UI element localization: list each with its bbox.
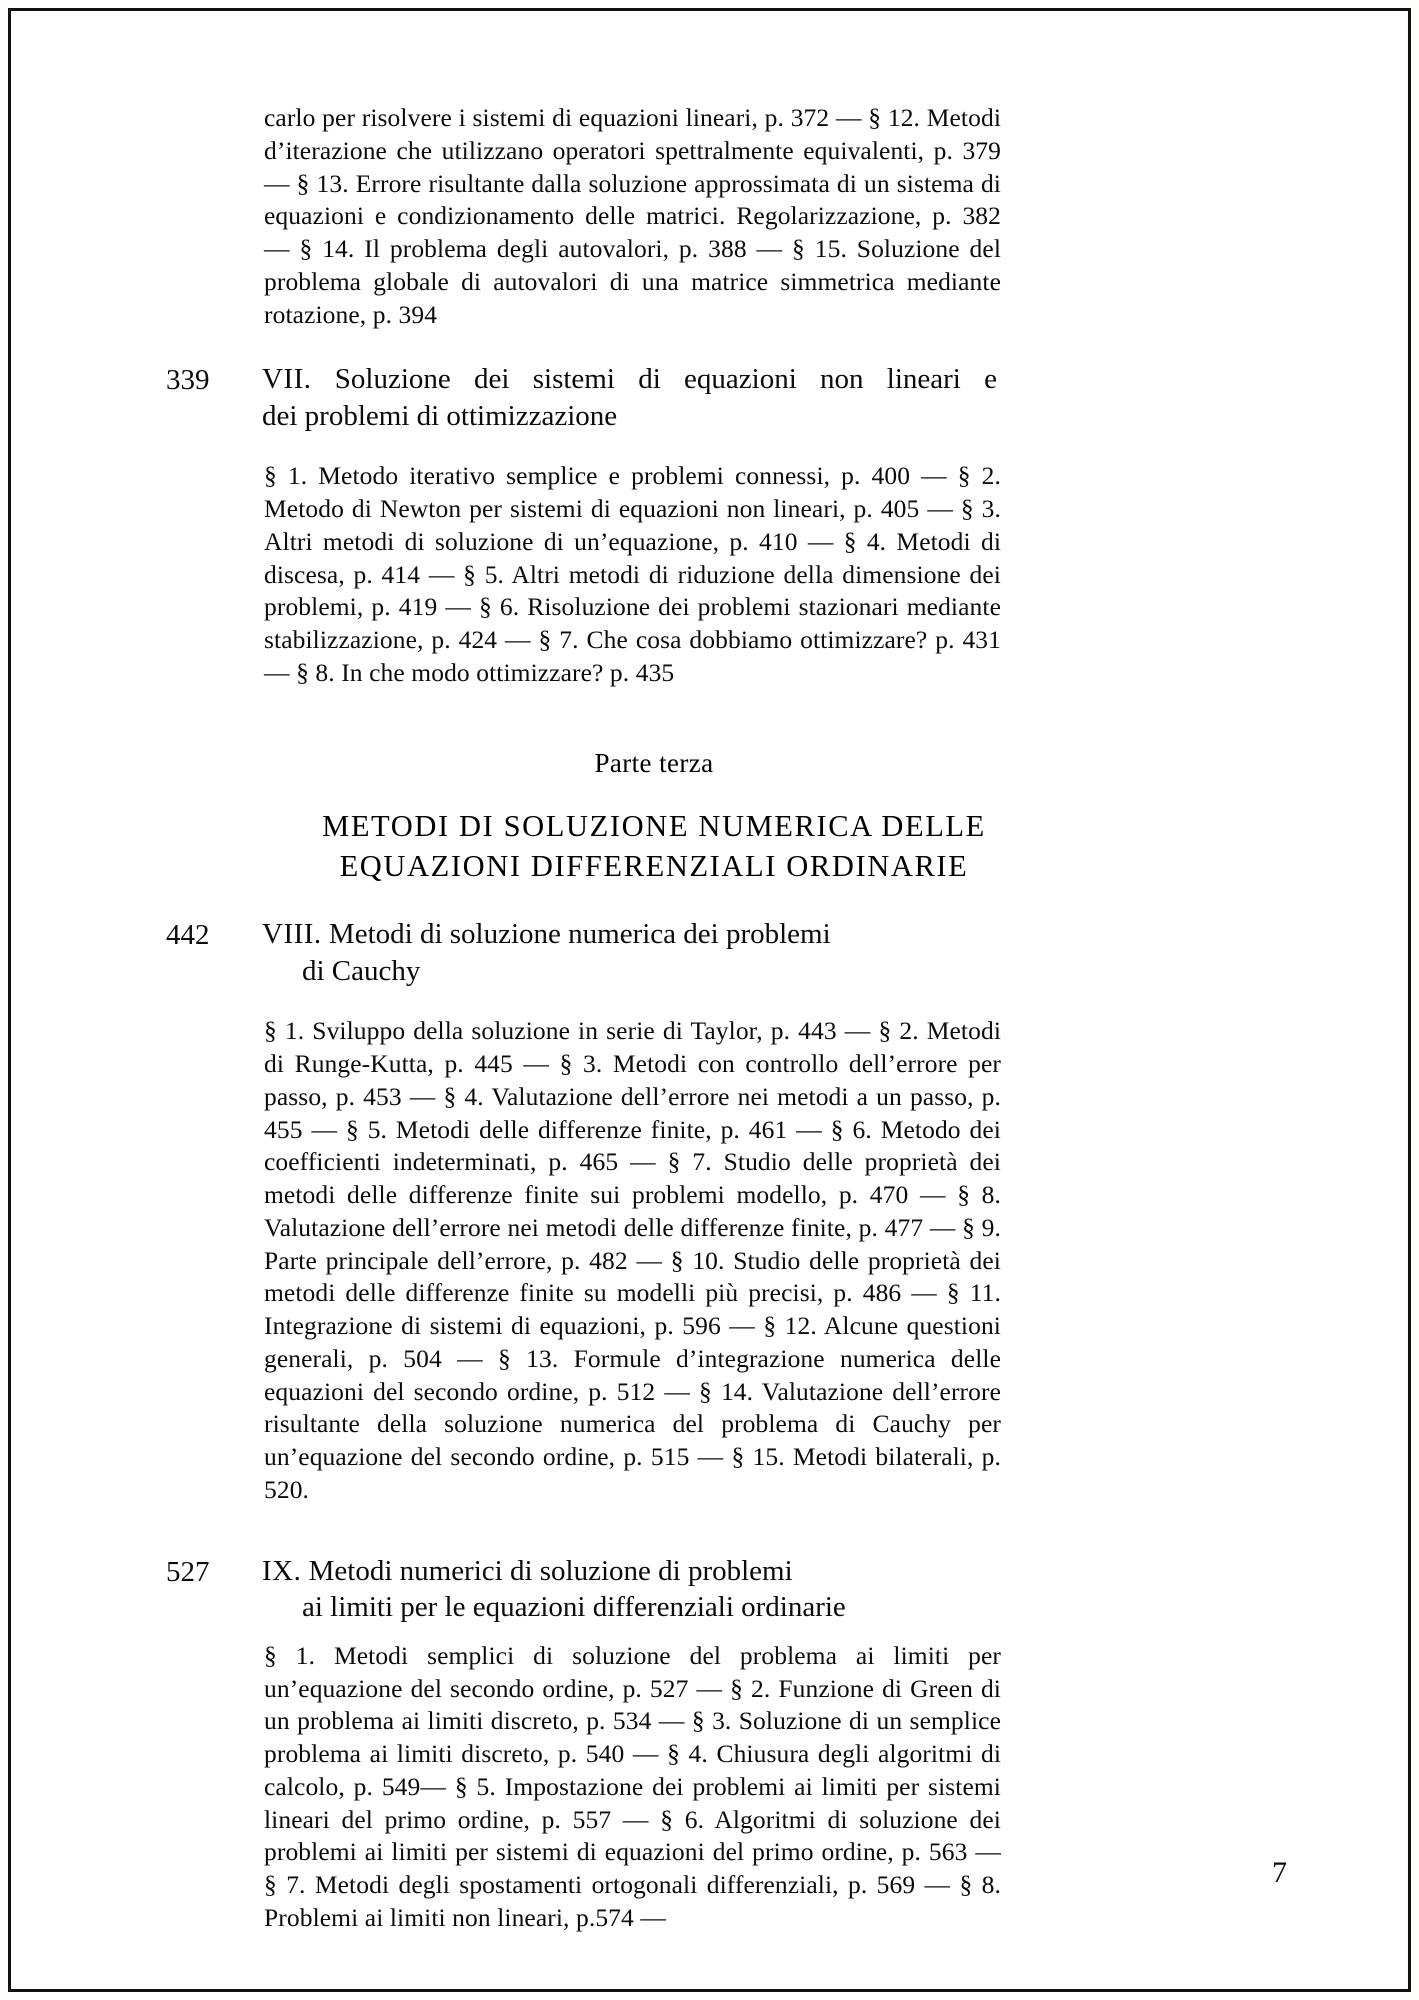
chapter-title-line2-viii: di Cauchy [302,954,421,987]
chapter-sections-ix: § 1. Metodi semplici di soluzione del problema ai limiti per un’equazione del secondo ordine, p. 527 — § 2. Funzione di Green di un problema ai limiti discreto, p. 534 — § 3. Soluzione di un semplice problema ai limiti discreto, p. 540 — § 4. Chiusura degli algoritmi di calcolo, p. 549— § 5. Impostazione dei problemi ai limiti per sistemi lineari del primo ordine, p. 557 — § 6. Algoritmi di soluzione dei problemi ai limiti per sistemi di equazioni del primo ordine, p. 563 — § 7. Metodi degli spostamenti ortogonali differenziali, p. 569 — § 8. Problemi ai limiti non lineari, p.574 — [264,1640,1001,1932]
chapter-entry-viii[interactable] [144,916,1164,989]
part-title-line1: METODI DI SOLUZIONE NUMERICA DELLE [322,808,986,843]
toc-content [144,102,1164,1935]
part-title [144,807,1164,886]
spacer [144,1626,1164,1640]
chapter-numeral-vii: VII. [262,363,312,396]
chapter-title-line1-vii: Soluzione dei sistemi di equazioni non lineari e [334,363,997,396]
part-title-line2: EQUAZIONI DIFFERENZIALI ORDINARIE [339,848,969,883]
chapter-title-viii [262,916,1164,989]
chapter-sections-viii: § 1. Sviluppo della soluzione in serie di Taylor, p. 443 — § 2. Metodi di Runge-Kutta, p. 445 — § 3. Metodi con controllo dell’errore per passo, p. 453 — § 4. Valutazione dell’errore nei metodi a un passo, p. 455 — § 5. Metodi delle differenze finite, p. 461 — § 6. Metodo dei coefficienti indeterminati, p. 465 — § 7. Studio delle proprietà dei metodi delle differenze finite sui problemi modello, p. 470 — § 8. Valutazione dell’errore nei metodi delle differenze finite, p. 477 — § 9. Parte principale dell’errore, p. 482 — § 10. Studio delle proprietà dei metodi delle differenze finite su modelli più precisi, p. 486 — § 11. Integrazione di sistemi di equazioni, p. 596 — § 12. Alcune questioni generali, p. 504 — § 13. Formule d’integrazione numerica delle equazioni del secondo ordine, p. 512 — § 14. Valutazione dell’errore risultante della soluzione numerica del problema di Cauchy per un’equazione del secondo ordine, p. 515 — § 15. Metodi bilaterali, p. 520. [264,1016,1001,1504]
paper-surface [14,14,1405,1986]
chapter-numeral-viii: VIII. [262,918,322,951]
page-folio-number: 7 [1272,1856,1287,1889]
spacer [144,434,1164,460]
chapter-title-vii [262,361,1164,434]
chapter-title-ix [262,1553,1164,1626]
chapter-page-number-vii: 339 [166,364,210,397]
chapter-title-line2-ix: ai limiti per le equazioni differenziali ordinarie [302,1591,846,1624]
chapter-numeral-ix: IX. [262,1554,302,1587]
chapter-page-number-viii: 442 [166,919,210,952]
chapter-page-number-ix: 527 [166,1555,210,1588]
chapter-entry-vii[interactable] [144,361,1164,434]
part-heading [144,746,1164,886]
part-label: Parte terza [594,747,714,778]
chapter-sections-vii: § 1. Metodo iterativo semplice e problemi connessi, p. 400 — § 2. Metodo di Newton per sistemi di equazioni non lineari, p. 405 — § 3. Altri metodi di soluzione di un’equazione, p. 410 — § 4. Metodi di discesa, p. 414 — § 5. Altri metodi di riduzione della dimensione dei problemi, p. 419 — § 6. Risoluzione dei problemi stazionari mediante stabilizzazione, p. 424 — § 7. Che cosa dobbiamo ottimizzare? p. 431 — § 8. In che modo ottimizzare? p. 435 [264,461,1001,688]
chapter-title-line1-viii: Metodi di soluzione numerica dei problemi [328,918,831,951]
chapter-title-line1-ix: Metodi numerici di soluzione di problemi [308,1554,793,1587]
spacer [144,989,1164,1015]
chapter-title-line2-vii: dei problemi di ottimizzazione [262,399,618,432]
chapter-entry-ix[interactable] [144,1553,1164,1626]
continued-toc-entry: carlo per risolvere i sistemi di equazioni lineari, p. 372 — § 12. Metodi d’iterazione che utilizzano operatori spettralmente equivalenti, p. 379 — § 13. Errore risultante dalla soluzione approssimata di un sistema di equazioni e condizionamento delle matrici. Regolarizzazione, p. 382 — § 14. Il problema degli autovalori, p. 388 — § 15. Soluzione del problema globale di autovalori di una matrice simmetrica mediante rotazione, p. 394 [264,103,1001,329]
